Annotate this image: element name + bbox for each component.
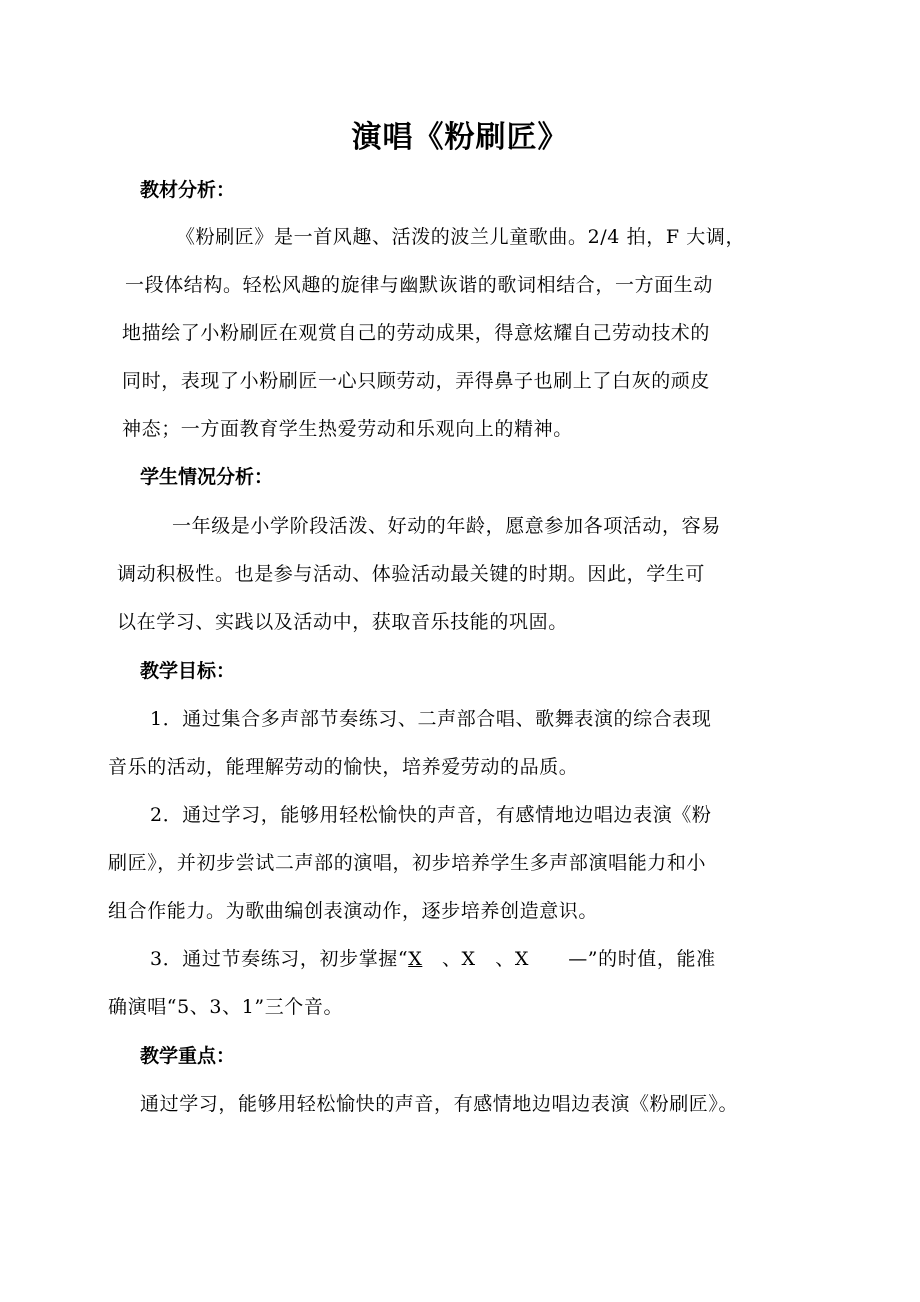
goal-3-line-2: 确演唱“5、3、1”三个音。 <box>108 996 344 1018</box>
students-line-3: 以在学习、实践以及活动中，获取音乐技能的巩固。 <box>117 611 568 633</box>
rhythm-x-underlined: X <box>408 948 423 970</box>
students-line-2: 调动积极性。也是参与活动、体验活动最关键的时期。因此，学生可 <box>117 563 706 585</box>
goal-2-line-3: 组合作能力。为歌曲编创表演动作，逐步培养创造意识。 <box>108 900 599 922</box>
analysis-line-1: 《粉刷匠》是一首风趣、活泼的波兰儿童歌曲。2/4 拍，F 大调， <box>176 226 746 248</box>
goal-1-line-2: 音乐的活动，能理解劳动的愉快，培养爱劳动的品质。 <box>108 756 579 778</box>
goal-2-line-1: 2．通过学习，能够用轻松愉快的声音，有感情地边唱边表演《粉 <box>150 804 712 826</box>
analysis-line-5: 神态；一方面教育学生热爱劳动和乐观向上的精神。 <box>122 418 573 440</box>
analysis-line-2: 一段体结构。轻松风趣的旋律与幽默诙谐的歌词相结合，一方面生动 <box>125 274 714 296</box>
analysis-line-4: 同时，表现了小粉刷匠一心只顾劳动，弄得鼻子也刷上了白灰的顽皮 <box>122 370 711 392</box>
goal-3-line-1 <box>150 944 716 971</box>
rhythm-notes: 、X 、X — <box>422 948 588 970</box>
heading-teaching-focus: 教学重点： <box>140 1045 236 1067</box>
heading-student-analysis: 学生情况分析： <box>140 466 274 488</box>
students-line-1: 一年级是小学阶段活泼、好动的年龄，愿意参加各项活动，容易 <box>172 515 721 537</box>
page-title: 演唱《粉刷匠》 <box>351 120 569 155</box>
goal-1-line-1: 1．通过集合多声部节奏练习、二声部合唱、歌舞表演的综合表现 <box>150 708 712 730</box>
goal-3-suffix: ”的时值，能准 <box>587 948 716 970</box>
heading-teaching-goals: 教学目标： <box>140 660 236 682</box>
heading-material-analysis: 教材分析： <box>140 179 236 201</box>
goal-2-line-2: 刷匠》，并初步尝试二声部的演唱，初步培养学生多声部演唱能力和小 <box>108 852 707 874</box>
goal-3-prefix: 3．通过节奏练习，初步掌握“ <box>150 948 409 970</box>
focus-line: 通过学习，能够用轻松愉快的声音，有感情地边唱边表演《粉刷匠》。 <box>140 1093 739 1115</box>
analysis-line-3: 地描绘了小粉刷匠在观赏自己的劳动成果，得意炫耀自己劳动技术的 <box>122 322 711 344</box>
